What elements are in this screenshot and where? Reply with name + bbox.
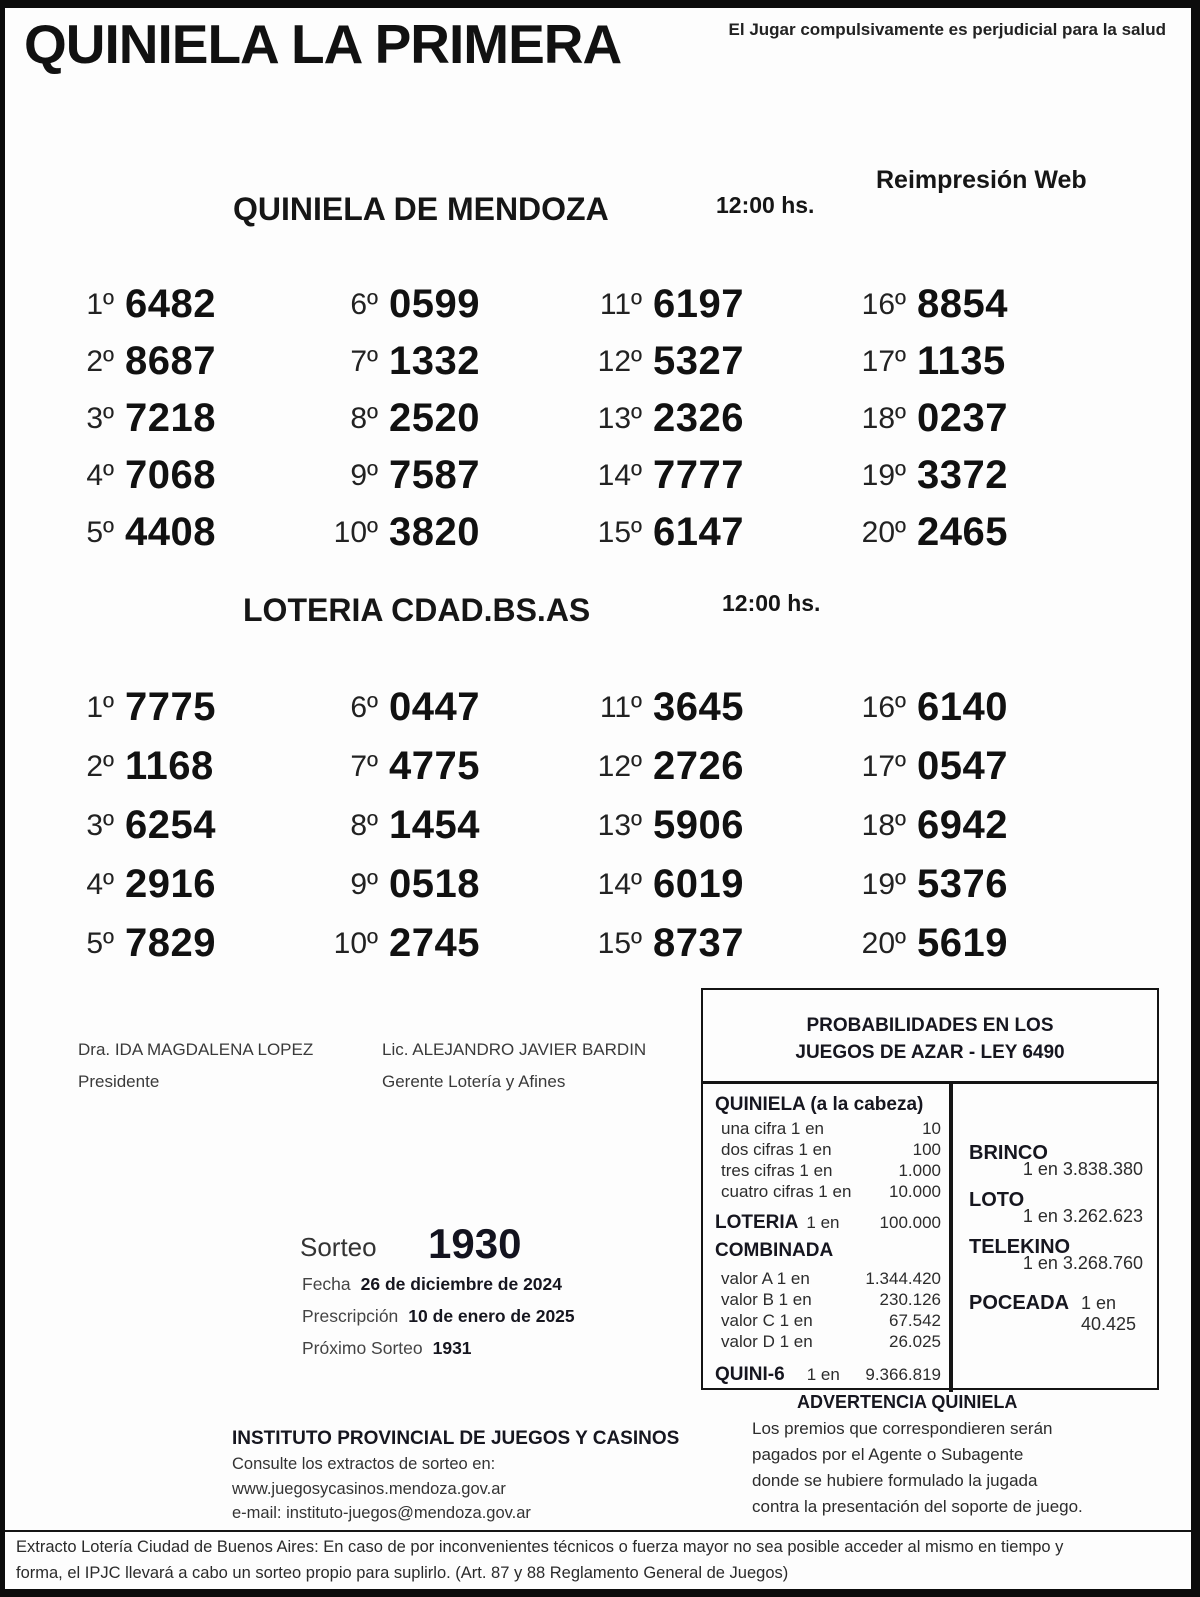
result-position: 6º xyxy=(350,287,378,321)
result-cell xyxy=(58,504,322,561)
result-number: 7218 xyxy=(125,396,216,440)
result-position: 12º xyxy=(597,344,642,378)
result-cell xyxy=(322,504,586,561)
result-number: 7829 xyxy=(125,921,216,965)
combinada-odds-rows xyxy=(715,1268,941,1352)
loteria-odds-value: 100.000 xyxy=(879,1213,941,1232)
result-number: 3645 xyxy=(653,685,744,729)
result-cell xyxy=(850,390,1114,447)
result-number: 0518 xyxy=(389,862,480,906)
game-name: POCEADA xyxy=(969,1292,1070,1314)
result-number: 5619 xyxy=(917,921,1008,965)
result-cell xyxy=(322,276,586,333)
probabilities-left-column xyxy=(703,1084,953,1392)
result-number: 1168 xyxy=(125,744,214,788)
result-position: 13º xyxy=(597,401,642,435)
odds-label: tres cifras 1 en xyxy=(721,1161,833,1180)
quiniela-odds-header: QUINIELA (a la cabeza) xyxy=(715,1094,924,1115)
result-cell xyxy=(586,855,850,914)
odds-value: 230.126 xyxy=(879,1290,941,1309)
result-position: 11º xyxy=(599,287,642,321)
result-cell xyxy=(58,390,322,447)
odds-value: 26.025 xyxy=(889,1332,941,1351)
health-warning: El Jugar compulsivamente es perjudicial para la salud xyxy=(728,20,1166,39)
result-position: 20º xyxy=(861,926,906,960)
odds-row xyxy=(715,1268,941,1289)
odds-row xyxy=(715,1310,941,1331)
result-cell xyxy=(58,855,322,914)
quiniela-odds-rows xyxy=(715,1118,941,1202)
result-position: 5º xyxy=(86,926,114,960)
result-number: 5327 xyxy=(653,339,744,383)
sorteo-number: 1930 xyxy=(428,1220,522,1267)
result-cell xyxy=(586,737,850,796)
result-position: 3º xyxy=(86,808,114,842)
mendoza-results-grid xyxy=(58,276,1114,561)
result-number: 0599 xyxy=(389,282,480,326)
result-cell xyxy=(586,914,850,973)
result-cell xyxy=(322,447,586,504)
result-position: 11º xyxy=(599,690,642,724)
prescripcion-label: Prescripción xyxy=(302,1306,399,1326)
result-number: 2465 xyxy=(917,510,1008,554)
result-number: 8854 xyxy=(917,282,1008,326)
result-position: 9º xyxy=(350,458,378,492)
result-position: 1º xyxy=(86,287,114,321)
result-position: 20º xyxy=(861,515,906,549)
odds-row xyxy=(715,1289,941,1310)
odds-row xyxy=(715,1160,941,1181)
odds-value: 1.000 xyxy=(898,1161,941,1180)
result-number: 6482 xyxy=(125,282,216,326)
result-cell xyxy=(850,333,1114,390)
result-position: 14º xyxy=(597,458,642,492)
instituto-name: INSTITUTO PROVINCIAL DE JUEGOS Y CASINOS xyxy=(232,1428,680,1449)
result-position: 1º xyxy=(86,690,114,724)
result-cell xyxy=(586,276,850,333)
odds-value: 10.000 xyxy=(889,1182,941,1201)
result-position: 9º xyxy=(350,867,378,901)
result-position: 19º xyxy=(861,458,906,492)
fecha-value: 26 de diciembre de 2024 xyxy=(360,1274,563,1294)
result-cell xyxy=(322,914,586,973)
signature-manager-role: Gerente Lotería y Afines xyxy=(382,1072,566,1091)
result-number: 0237 xyxy=(917,396,1008,440)
combinada-header: COMBINADA xyxy=(715,1240,834,1261)
loteria-odds-row xyxy=(715,1212,941,1234)
odds-row xyxy=(715,1118,941,1139)
result-number: 1454 xyxy=(389,803,480,847)
result-position: 5º xyxy=(86,515,114,549)
result-number: 5906 xyxy=(653,803,744,847)
result-cell xyxy=(322,390,586,447)
result-position: 15º xyxy=(597,515,642,549)
probabilities-body xyxy=(703,1084,1157,1392)
result-position: 12º xyxy=(597,749,642,783)
result-position: 17º xyxy=(861,749,906,783)
probabilities-box xyxy=(701,988,1159,1390)
fecha-label: Fecha xyxy=(302,1274,351,1294)
result-position: 7º xyxy=(350,344,378,378)
game-odds-block xyxy=(969,1189,1143,1227)
proximo-sorteo-label: Próximo Sorteo xyxy=(302,1338,423,1358)
result-number: 0547 xyxy=(917,744,1008,788)
odds-label: dos cifras 1 en xyxy=(721,1140,832,1159)
quini6-odds-mid: 1 en xyxy=(806,1365,840,1384)
game-name: TELEKINO xyxy=(969,1236,1071,1258)
result-cell xyxy=(586,796,850,855)
result-position: 18º xyxy=(861,401,906,435)
quini6-odds-value: 9.366.819 xyxy=(865,1365,941,1384)
game-odds: 1 en 40.425 xyxy=(1081,1293,1137,1334)
footer-disclaimer-line1: Extracto Lotería Ciudad de Buenos Aires: En caso de por inconvenientes técnicos o fuerza mayor no sea posible acceder al mismo en tiempo y xyxy=(16,1538,1064,1556)
result-position: 13º xyxy=(597,808,642,842)
result-cell xyxy=(586,504,850,561)
proximo-sorteo-value: 1931 xyxy=(432,1338,472,1358)
result-cell xyxy=(58,796,322,855)
result-number: 6254 xyxy=(125,803,216,847)
result-number: 7068 xyxy=(125,453,216,497)
result-position: 17º xyxy=(861,344,906,378)
game-odds-block xyxy=(969,1142,1143,1180)
result-position: 2º xyxy=(86,344,114,378)
result-number: 3820 xyxy=(389,510,480,554)
result-number: 8737 xyxy=(653,921,744,965)
bsas-time: 12:00 hs. xyxy=(722,590,821,616)
reprint-label: Reimpresión Web xyxy=(876,166,1087,194)
odds-value: 1.344.420 xyxy=(865,1269,941,1288)
signature-manager-name: Lic. ALEJANDRO JAVIER BARDIN xyxy=(382,1040,647,1059)
probabilities-right-column xyxy=(953,1084,1157,1392)
result-cell xyxy=(850,504,1114,561)
odds-label: cuatro cifras 1 en xyxy=(721,1182,852,1201)
quini6-odds-name: QUINI-6 xyxy=(715,1364,785,1385)
instituto-consulte: Consulte los extractos de sorteo en: xyxy=(232,1455,496,1473)
result-cell xyxy=(58,678,322,737)
result-cell xyxy=(850,276,1114,333)
result-position: 19º xyxy=(861,867,906,901)
mendoza-time: 12:00 hs. xyxy=(716,192,815,218)
instituto-email: e-mail: instituto-juegos@mendoza.gov.ar xyxy=(232,1504,531,1522)
result-number: 6140 xyxy=(917,685,1008,729)
result-cell xyxy=(850,447,1114,504)
loteria-odds-mid: 1 en xyxy=(806,1213,840,1232)
advertencia-line: contra la presentación del soporte de juego. xyxy=(752,1497,1083,1516)
signature-president-name: Dra. IDA MAGDALENA LOPEZ xyxy=(78,1040,314,1059)
instituto-website: www.juegosycasinos.mendoza.gov.ar xyxy=(232,1480,506,1498)
result-number: 2745 xyxy=(389,921,480,965)
result-cell xyxy=(586,333,850,390)
result-position: 4º xyxy=(86,867,114,901)
result-position: 3º xyxy=(86,401,114,435)
result-number: 0447 xyxy=(389,685,480,729)
footer-disclaimer-line2: forma, el IPJC llevará a cabo un sorteo propio para suplirlo. (Art. 87 y 88 Reglamento General de Juegos) xyxy=(16,1564,789,1582)
odds-row xyxy=(715,1181,941,1202)
result-number: 5376 xyxy=(917,862,1008,906)
result-number: 8687 xyxy=(125,339,216,383)
probabilities-title-line1: PROBABILIDADES EN LOS xyxy=(806,1015,1054,1036)
result-number: 1135 xyxy=(917,339,1006,383)
result-number: 7775 xyxy=(125,685,216,729)
prescripcion-row xyxy=(302,1306,575,1327)
odds-label: valor C 1 en xyxy=(721,1311,813,1330)
result-number: 7777 xyxy=(653,453,744,497)
probabilities-title xyxy=(703,990,1157,1084)
proximo-sorteo-row xyxy=(302,1338,472,1359)
result-cell xyxy=(850,855,1114,914)
result-cell xyxy=(850,678,1114,737)
quini6-odds-row xyxy=(715,1364,941,1386)
result-number: 2726 xyxy=(653,744,744,788)
odds-value: 100 xyxy=(912,1140,941,1159)
bsas-heading: LOTERIA CDAD.BS.AS xyxy=(243,592,591,628)
result-number: 6197 xyxy=(653,282,744,326)
odds-value: 67.542 xyxy=(889,1311,941,1330)
advertencia-line: pagados por el Agente o Subagente xyxy=(752,1445,1024,1464)
result-cell xyxy=(586,390,850,447)
result-position: 7º xyxy=(350,749,378,783)
fecha-row xyxy=(302,1274,562,1295)
result-position: 8º xyxy=(350,808,378,842)
game-name: LOTO xyxy=(969,1189,1025,1211)
odds-label: una cifra 1 en xyxy=(721,1119,825,1138)
game-odds: 1 en 3.262.623 xyxy=(1022,1206,1143,1226)
game-odds: 1 en 3.268.760 xyxy=(1022,1253,1143,1273)
result-cell xyxy=(58,447,322,504)
bsas-results-grid xyxy=(58,678,1114,973)
game-odds-block xyxy=(969,1292,1143,1335)
signature-president-role: Presidente xyxy=(78,1072,160,1091)
result-cell xyxy=(322,796,586,855)
result-cell xyxy=(58,737,322,796)
advertencia-title: ADVERTENCIA QUINIELA xyxy=(797,1392,1018,1412)
result-cell xyxy=(586,447,850,504)
result-number: 2326 xyxy=(653,396,744,440)
result-number: 2520 xyxy=(389,396,480,440)
odds-value: 10 xyxy=(922,1119,941,1138)
odds-row xyxy=(715,1331,941,1352)
result-position: 4º xyxy=(86,458,114,492)
sorteo-label: Sorteo xyxy=(300,1232,377,1262)
result-position: 15º xyxy=(597,926,642,960)
result-position: 16º xyxy=(861,690,906,724)
result-position: 10º xyxy=(333,926,378,960)
result-cell xyxy=(850,914,1114,973)
result-cell xyxy=(850,796,1114,855)
result-number: 6147 xyxy=(653,510,744,554)
advertencia-line: donde se hubiere formulado la jugada xyxy=(752,1471,1038,1490)
result-number: 1332 xyxy=(389,339,480,383)
game-name: BRINCO xyxy=(969,1142,1048,1164)
result-number: 4408 xyxy=(125,510,216,554)
result-number: 7587 xyxy=(389,453,480,497)
mendoza-heading: QUINIELA DE MENDOZA xyxy=(233,191,609,227)
result-cell xyxy=(322,333,586,390)
odds-row xyxy=(715,1139,941,1160)
result-cell xyxy=(850,737,1114,796)
result-cell xyxy=(322,678,586,737)
result-number: 2916 xyxy=(125,862,216,906)
result-cell xyxy=(322,855,586,914)
result-cell xyxy=(322,737,586,796)
probabilities-title-line2: JUEGOS DE AZAR - LEY 6490 xyxy=(795,1042,1065,1063)
odds-label: valor B 1 en xyxy=(721,1290,812,1309)
result-cell xyxy=(58,276,322,333)
footer-divider xyxy=(5,1530,1191,1532)
prescripcion-value: 10 de enero de 2025 xyxy=(408,1306,575,1326)
result-position: 10º xyxy=(333,515,378,549)
result-cell xyxy=(58,333,322,390)
result-position: 18º xyxy=(861,808,906,842)
result-number: 6019 xyxy=(653,862,744,906)
advertencia-text xyxy=(752,1416,1083,1520)
result-number: 4775 xyxy=(389,744,480,788)
result-position: 14º xyxy=(597,867,642,901)
result-number: 3372 xyxy=(917,453,1008,497)
result-number: 6942 xyxy=(917,803,1008,847)
odds-label: valor A 1 en xyxy=(721,1269,810,1288)
result-cell xyxy=(586,678,850,737)
game-odds-block xyxy=(969,1236,1143,1274)
advertencia-line: Los premios que correspondieren serán xyxy=(752,1419,1053,1438)
result-position: 6º xyxy=(350,690,378,724)
result-cell xyxy=(58,914,322,973)
game-odds: 1 en 3.838.380 xyxy=(1022,1159,1143,1179)
result-position: 8º xyxy=(350,401,378,435)
loteria-odds-name: LOTERIA xyxy=(715,1212,799,1233)
odds-label: valor D 1 en xyxy=(721,1332,813,1351)
page-title: QUINIELA LA PRIMERA xyxy=(24,13,622,75)
result-position: 2º xyxy=(86,749,114,783)
result-position: 16º xyxy=(861,287,906,321)
